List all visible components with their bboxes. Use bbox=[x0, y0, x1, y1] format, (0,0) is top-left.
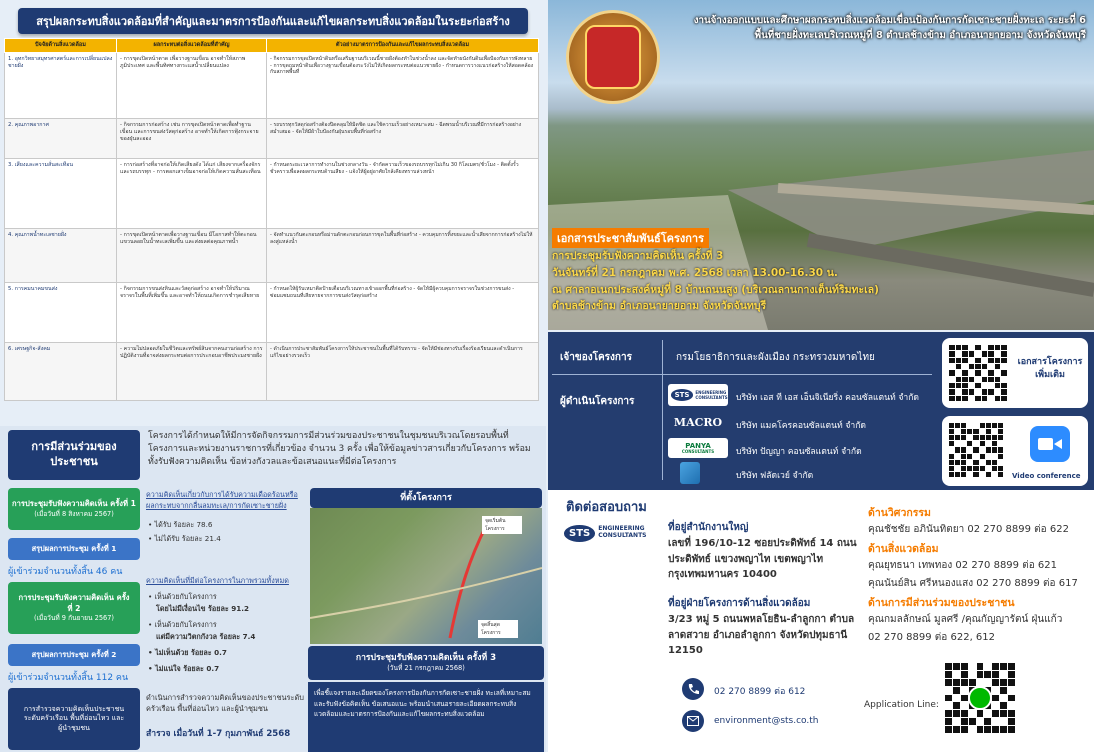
cell: 6. เศรษฐกิจ-สังคม bbox=[5, 343, 117, 401]
operator-label: ผู้ดำเนินโครงการ bbox=[560, 396, 635, 407]
line-icon bbox=[968, 686, 992, 710]
project-title-line-2: พื้นที่ชายฝั่งทะเลบริเวณหมู่ที่ 8 ตำบลช้างข้าม อำเภอนายายอาม จังหวัดจันทบุรี bbox=[754, 29, 1086, 41]
video-conference-label: Video conference bbox=[1012, 472, 1081, 480]
q2-answer-b: • เห็นด้วยกับโครงการ bbox=[148, 620, 217, 629]
doc-label: เอกสารประชาสัมพันธ์โครงการ bbox=[552, 228, 709, 248]
q2-answer-a: • เห็นด้วยกับโครงการ bbox=[148, 592, 217, 601]
q2-answer-c-text: ไม่เห็นด้วย ร้อยละ 0.7 bbox=[155, 648, 227, 657]
sts-logo-text: STS bbox=[671, 389, 694, 401]
project-docs-label: เอกสารโครงการเพิ่มเติม bbox=[1017, 357, 1083, 380]
summary-2-box bbox=[8, 644, 140, 666]
q1-answer-no-text: ไม่ได้รับ ร้อยละ 21.4 bbox=[154, 534, 221, 543]
participation-title bbox=[8, 430, 140, 480]
meeting-3-text: เพื่อชี้แจงรายละเอียดของโครงการป้องกันการกัดเซาะชายฝั่ง ทะเลที่เหมาะสม และรับฟังข้อคิดเห็น ข้อเสนอแนะ พร้อมนำเสนอรายละเอียดผลกระทบสิ่งแวดล้อมและมาตรการป้องกันและแก้ไขผลกระทบสิ่งแวดล้อม bbox=[314, 689, 531, 719]
q2-answer-d: • ไม่แน่ใจ ร้อยละ 0.7 bbox=[148, 664, 220, 673]
email-address[interactable]: environment@sts.co.th bbox=[714, 716, 819, 726]
cell: - กำหนดระยะเวลาการทำงานในช่วงกลางวัน - จำกัดความเร็วของรถบรรทุกไม่เกิน 30 กิโลเมตร/ชั่วโมง - ติดตั้งรั้วชั่วคราวเพื่อลดผลกระทบด้านเสียง - แจ้งให้ผู้อยู่อาศัยใกล้เคียงทราบล่วงหน้า bbox=[267, 159, 539, 229]
panya-logo bbox=[668, 438, 728, 458]
table-row bbox=[5, 159, 539, 229]
operator-1: บริษัท เอส ที เอส เอ็นจิเนียริ่ง คอนซัลแตนท์ จำกัด bbox=[736, 393, 919, 403]
divider bbox=[662, 340, 663, 480]
meeting-2-box bbox=[8, 582, 140, 634]
col-header: ปัจจัยด้านสิ่งแวดล้อม bbox=[5, 39, 117, 53]
cell: - กำหนดให้ผู้รับเหมาติดป้ายเตือนบริเวณทางเข้าออกพื้นที่ก่อสร้าง - จัดให้มีผู้ควบคุมการจราจรในช่วงการขนส่ง - ซ่อมแซมถนนที่เสียหายจากการขนส่งวัสดุก่อสร้าง bbox=[267, 283, 539, 343]
macro-logo: MACRO bbox=[673, 415, 723, 429]
meeting-3-box bbox=[308, 646, 544, 680]
q2-answer-d-text: ไม่แน่ใจ ร้อยละ 0.7 bbox=[155, 664, 220, 673]
participation-contact-2: 02 270 8899 ต่อ 622, 612 bbox=[868, 632, 996, 643]
sts-contact-logo bbox=[564, 520, 660, 546]
sts-logo-sub: ENGINEERING CONSULTANTS bbox=[695, 390, 728, 400]
question-1: ความคิดเห็นเกี่ยวกับการได้รับความเดือดร้อนหรือผลกระทบจากกลื่นลมทะเล/การกัดเซาะชายฝั่ง bbox=[146, 490, 298, 510]
cell: - กิจกรรมการขนส่งหินและวัสดุก่อสร้าง อาจทำให้ปริมาณจราจรในพื้นที่เพิ่มขึ้น และอาจทำให้ถนนเกิดการชำรุดเสียหาย bbox=[117, 283, 267, 343]
cell: - กิจกรรมการก่อสร้าง เช่น การขุดเปิดหน้าตาดเพื่อทำฐานเขื่อน และการขนส่งวัสดุก่อสร้าง อาจทำให้เกิดการฟุ้งกระจายของฝุ่นละออง bbox=[117, 119, 267, 159]
summary-1-label: สรุปผลการประชุม ครั้งที่ 1 bbox=[31, 544, 117, 553]
map-title bbox=[310, 488, 542, 508]
table-row bbox=[5, 343, 539, 401]
email-glyph bbox=[687, 716, 699, 726]
survey-date: สำรวจ เมื่อวันที่ 1-7 กุมภาพันธ์ 2568 bbox=[146, 729, 291, 739]
q1-answer-yes: • ได้รับ ร้อยละ 78.6 bbox=[148, 520, 213, 529]
summary-2-label: สรุปผลการประชุม ครั้งที่ 2 bbox=[31, 650, 117, 659]
q2-answer-c: • ไม่เห็นด้วย ร้อยละ 0.7 bbox=[148, 648, 227, 657]
meeting-1-date: (เมื่อวันที่ 8 สิงหาคม 2567) bbox=[34, 509, 114, 518]
owner-name: กรมโยธาธิการและผังเมือง กระทรวงมหาดไทย bbox=[676, 352, 875, 363]
col-header: ผลกระทบต่อสิ่งแวดล้อมที่สำคัญ bbox=[117, 39, 267, 53]
meeting-2-date: (เมื่อวันที่ 9 กันยายน 2567) bbox=[34, 613, 114, 622]
contact-title: ติดต่อสอบถาม bbox=[566, 500, 647, 515]
map-title-text: ที่ตั้งโครงการ bbox=[400, 492, 452, 503]
participation-title-text: การมีส่วนร่วมของประชาชน bbox=[31, 440, 117, 468]
q2-answer-a-text: เห็นด้วยกับโครงการ bbox=[154, 592, 217, 601]
project-docs-qr[interactable] bbox=[946, 342, 1010, 404]
location-map bbox=[310, 508, 542, 644]
table-row bbox=[5, 229, 539, 283]
cell: - การขุดเปิดหน้าตาดเพื่อวางฐานเขื่อน มีโอกาสทำให้ตะกอนแขวนลอยในน้ำทะเลเพิ่มขึ้น และส่งผลต่อคุณภาพน้ำ bbox=[117, 229, 267, 283]
cell: 1. อุทกวิทยาสมุทรศาสตร์และการเปลี่ยนแปลงชายฝั่ง bbox=[5, 53, 117, 119]
map-end-label: จุดสิ้นสุดโครงการ bbox=[478, 620, 518, 638]
participation-label: ด้านการมีส่วนร่วมของประชาชน bbox=[868, 597, 1015, 609]
operator-2: บริษัท แมคโครคอนซัลแตนท์ จำกัด bbox=[736, 421, 866, 431]
operator-3: บริษัท ปัญญา คอนซัลแตนท์ จำกัด bbox=[736, 447, 862, 457]
survey-text: ดำเนินการสำรวจความคิดเห็นของประชาชนระดับครัวเรือน พื้นที่อ่อนไหว และผู้นำชุมชน bbox=[146, 693, 304, 714]
event-title: การประชุมรับฟังความคิดเห็น ครั้งที่ 3 bbox=[552, 250, 724, 262]
col-header: ตัวอย่างมาตรการป้องกันและแก้ไขผลกระทบสิ่งแวดล้อม bbox=[267, 39, 539, 53]
meeting-2-title: การประชุมรับฟังความคิดเห็น ครั้งที่ 2 bbox=[18, 593, 130, 613]
cell: 3. เสียงและความสั่นสะเทือน bbox=[5, 159, 117, 229]
cell: 5. การคมนาคมขนส่ง bbox=[5, 283, 117, 343]
attendance-2: ผู้เข้าร่วมจำนวนทั้งสิ้น 112 คน bbox=[8, 673, 129, 683]
owner-label: เจ้าของโครงการ bbox=[560, 352, 632, 363]
q1-answer-yes-text: ได้รับ ร้อยละ 78.6 bbox=[154, 520, 213, 529]
sts-logo bbox=[668, 384, 728, 406]
question-2: ความคิดเห็นที่มีต่อโครงการในภาพรวมทั้งหมด bbox=[146, 576, 289, 585]
video-camera-glyph bbox=[1038, 436, 1062, 452]
environment-label: ด้านสิ่งแวดล้อม bbox=[868, 543, 939, 555]
env-office-address: 3/23 หมู่ 5 ถนนพหลโยธิน-ลำลูกกา ตำบลลาดสวาย อำเภอลำลูกกา จังหวัดปทุมธานี 12150 bbox=[668, 614, 855, 656]
line-app-label: Application Line: bbox=[864, 700, 939, 710]
cell: - การก่อสร้างที่อาจก่อให้เกิดเสียงดัง ได้แก่ เสียงจากเครื่องจักรและรถบรรทุก - การตอกเสาเข็มอาจก่อให้เกิดความสั่นสะเทือน bbox=[117, 159, 267, 229]
environment-contact-1: คุณยุทธนา เทพทอง 02 270 8899 ต่อ 621 bbox=[868, 560, 1057, 571]
survey-box bbox=[8, 688, 140, 750]
video-conference-qr[interactable] bbox=[946, 420, 1006, 480]
cell: 2. คุณภาพอากาศ bbox=[5, 119, 117, 159]
meeting-1-title: การประชุมรับฟังความคิดเห็น ครั้งที่ 1 bbox=[12, 499, 136, 509]
env-office-label: ที่อยู่ฝ่ายโครงการด้านสิ่งแวดล้อม bbox=[668, 598, 811, 609]
event-venue: ณ ศาลาอเนกประสงค์หมู่ที่ 8 บ้านถนนสูง (บริเวณลานกางเต็นท์ริมทะเล) bbox=[552, 283, 879, 296]
panya-logo-sub: CONSULTANTS bbox=[681, 448, 715, 454]
environment-contact-2: คุณนันย์สิน ศรีหนองแสง 02 270 8899 ต่อ 617 bbox=[868, 578, 1078, 589]
cell: - ดำเนินการประชาสัมพันธ์โครงการให้ประชาชนในพื้นที่ได้รับทราบ - จัดให้มีช่องทางรับเรื่องร้องเรียนและดำเนินการแก้ไขอย่างรวดเร็ว bbox=[267, 343, 539, 401]
impact-table bbox=[4, 38, 539, 401]
map-start-label: จุดเริ่มต้นโครงการ bbox=[482, 516, 522, 534]
video-camera-icon bbox=[1030, 426, 1070, 462]
email-icon bbox=[682, 710, 704, 732]
summary-1-box bbox=[8, 538, 140, 560]
hq-address: เลขที่ 196/10-12 ซอยประดิพัทธ์ 14 ถนนประดิพัทธ์ แขวงพญาไท เขตพญาไท กรุงเทพมหานคร 10400 bbox=[668, 538, 857, 580]
engineering-contact: คุณชัชชัย อภินันทิตยา 02 270 8899 ต่อ 622 bbox=[868, 524, 1069, 535]
table-row bbox=[5, 53, 539, 119]
sts-contact-logo-sub: ENGINEERING CONSULTANTS bbox=[598, 525, 647, 539]
phone-icon bbox=[682, 678, 704, 700]
divider bbox=[552, 374, 932, 375]
panya-logo-text: PANYA bbox=[685, 441, 711, 450]
project-title bbox=[566, 14, 1086, 43]
q2-answer-a2: โดยไม่มีเงื่อนไข ร้อยละ 91.2 bbox=[156, 604, 249, 613]
event-location: ตำบลช้างข้าม อำเภอนายายอาม จังหวัดจันทบุรี bbox=[552, 300, 767, 313]
table-row bbox=[5, 283, 539, 343]
project-title-line-1: งานจ้างออกแบบและศึกษาผลกระทบสิ่งแวดล้อมเขื่อนป้องกันการกัดเซาะชายฝั่งทะเล ระยะที่ 6 bbox=[693, 15, 1086, 26]
attendance-1: ผู้เข้าร่วมจำนวนทั้งสิ้น 46 คน bbox=[8, 567, 123, 577]
q2-answer-b2: แต่มีความวิตกกังวล ร้อยละ 7.4 bbox=[156, 632, 256, 641]
participation-contact-1: คุณกมลลักษณ์ มูลศรี /คุณกัญญารัตน์ ฝุ่นแก้ว bbox=[868, 614, 1063, 625]
meeting-3-title: การประชุมรับฟังความคิดเห็น ครั้งที่ 3 bbox=[355, 652, 497, 663]
cell: 4. คุณภาพน้ำทะเลชายฝั่ง bbox=[5, 229, 117, 283]
operator-4: บริษัท ฟลัดเวย์ จำกัด bbox=[736, 471, 814, 481]
sts-contact-logo-text: STS bbox=[564, 525, 595, 542]
hq-label: ที่อยู่สำนักงานใหญ่ bbox=[668, 522, 749, 533]
q2-answer-b-text: เห็นด้วยกับโครงการ bbox=[154, 620, 217, 629]
cell: - การขุดเปิดหน้าตาด เพื่อวางฐานเขื่อน อาจทำให้สภาพภูมิประเทศ และพื้นทิศทางกระแสน้ำเปลี่ยนแปลง bbox=[117, 53, 267, 119]
event-datetime: วันจันทร์ที่ 21 กรกฎาคม พ.ศ. 2568 เวลา 13.00-16.30 น. bbox=[552, 266, 838, 279]
page-title: สรุปผลกระทบสิ่งแวดล้อมที่สำคัญและมาตรการป้องกันและแก้ไขผลกระทบสิ่งแวดล้อมในระยะก่อสร้าง bbox=[18, 8, 528, 34]
engineering-label: ด้านวิศวกรรม bbox=[868, 507, 931, 519]
q1-answer-no: • ไม่ได้รับ ร้อยละ 21.4 bbox=[148, 534, 221, 543]
survey-box-label: การสำรวจความคิดเห็นประชาชนระดับครัวเรือน พื้นที่อ่อนไหว และผู้นำชุมชน bbox=[23, 704, 125, 732]
floodway-logo bbox=[680, 462, 700, 484]
table-row bbox=[5, 119, 539, 159]
cell: - ความไม่ปลอดภัยในชีวิตและทรัพย์สินจากคนงานก่อสร้าง การปฏิบัติงานที่อาจส่งผลกระทบต่อการประกอบอาชีพประมงชายฝั่ง bbox=[117, 343, 267, 401]
cell: - จัดทำแนวกันตะกอนหรือม่านดักตะกอนก่อนการขุดในพื้นที่ก่อสร้าง - ควบคุมการทิ้งขยะและน้ำเสียจากการก่อสร้างไม่ให้ลงสู่แหล่งน้ำ bbox=[267, 229, 539, 283]
cell: - กิจกรรมการขุดเปิดหน้าดินหรือเสริมฐานบริเวณนี้ชายฝั่งต้องทำในช่วงน้ำลง และจัดทำผนังกันดินเพื่อป้องกันการพังทลาย - การขุดถมหน้าดินเพื่อวางฐานเขื่อนต้องระวังไม่ให้เกิดผลกระทบต่อแนวชายฝั่ง - กำหนดการวางแนวก่อสร้างให้สอดคล้องกับสภาพพื้นที่ bbox=[267, 53, 539, 119]
event-info bbox=[552, 248, 879, 315]
cell: - รถบรรทุกวัสดุก่อสร้างต้องปิดคลุมให้มิดชิด และใช้ความเร็วอย่างเหมาะสม - ฉีดพรมน้ำบริเวณที่มีการก่อสร้างอย่างสม่ำเสมอ - จัดให้มีผ้าใบป้องกันฝุ่นรอบพื้นที่ก่อสร้าง bbox=[267, 119, 539, 159]
phone-glyph bbox=[687, 683, 699, 695]
participation-text: โครงการได้กำหนดให้มีการจัดกิจกรรมการมีส่วนร่วมของประชาชนในชุมชนบริเวณโดยรอบพื้นที่โครงการและหน่วยงานราชการที่เกี่ยวข้อง จำนวน 3 ครั้ง เพื่อให้ข้อมูลข่าวสารเกี่ยวกับโครงการ พร้อมทั้งรับฟังความคิดเห็น ข้อห่วงกังวลและข้อเสนอแนะที่มีต่อโครงการ bbox=[148, 431, 531, 467]
meeting-3-date: (วันที่ 21 กรกฎาคม 2568) bbox=[387, 664, 465, 673]
phone-number[interactable]: 02 270 8899 ต่อ 612 bbox=[714, 687, 806, 697]
meeting-1-box bbox=[8, 488, 140, 530]
